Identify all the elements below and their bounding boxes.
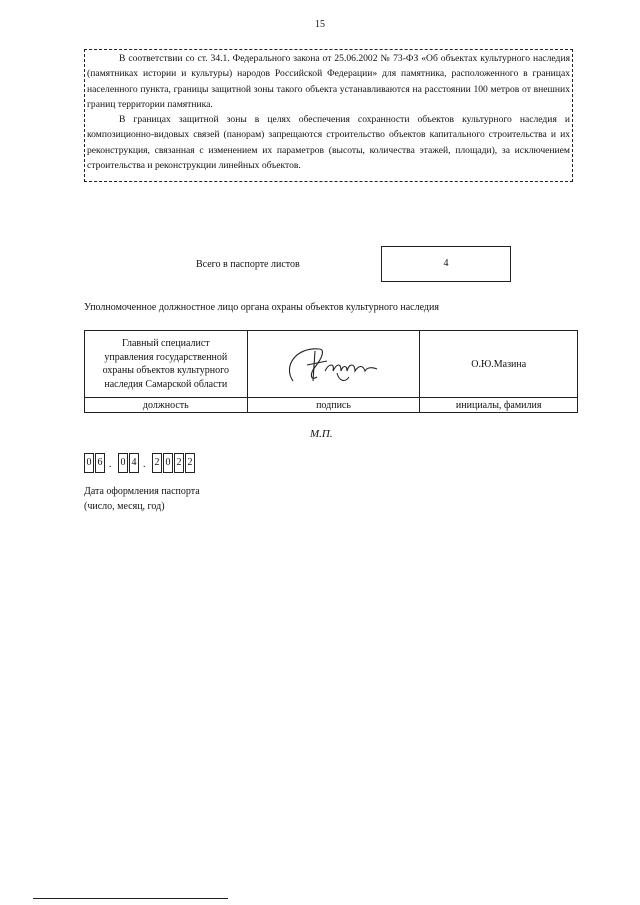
signature-caption: подпись [247, 398, 420, 413]
date-caption-line: Дата оформления паспорта [84, 486, 200, 497]
official-heading: Уполномоченное должностное лицо органа охраны объектов культурного наследия [84, 302, 439, 313]
name-cell: О.Ю.Мазина [420, 331, 578, 398]
signature-cell [247, 331, 420, 398]
date-year-digit: 2 [152, 453, 162, 473]
legal-paragraph-2: В границах защитной зоны в целях обеспечения сохранности объектов культурного наследия и композиционно-видовых связей (панорам) запрещаются строительство объектов капитального строительства и их реконструкция, связанная с изменением их параметров (высоты, количества этажей, площади), за исключением строительства и реконструкции линейных объектов. [87, 114, 570, 172]
sheets-count-label: Всего в паспорте листов [196, 259, 300, 270]
page-number: 15 [315, 19, 325, 30]
name-caption: инициалы, фамилия [420, 398, 578, 413]
handwritten-signature [279, 337, 389, 391]
date-year-digit: 0 [163, 453, 173, 473]
legal-paragraph-1: В соответствии со ст. 34.1. Федерального закона от 25.06.2002 № 73-ФЗ «Об объектах культурного наследия (памятниках истории и культуры) народов Российской Федерации» для памятника, расположенного в границах населенного пункта, границы защитной зоны такого объекта устанавливаются на расстоянии 100 метров от внешних границ территории памятника. [87, 53, 570, 110]
date-day-digit: 0 [84, 453, 94, 473]
position-caption: должность [85, 398, 248, 413]
date-day-digit: 6 [95, 453, 105, 473]
issue-date-caption [84, 484, 200, 514]
position-line: управления государственной [104, 351, 228, 363]
date-month-digit: 4 [129, 453, 139, 473]
date-year-digit: 2 [185, 453, 195, 473]
sheets-count-value: 4 [381, 246, 511, 282]
date-month-digit: 0 [118, 453, 128, 473]
date-caption-line: (число, месяц, год) [84, 501, 165, 512]
position-line: охраны объектов культурного [102, 365, 229, 376]
legal-text-box [84, 49, 573, 182]
position-line: наследия Самарской области [104, 378, 228, 390]
date-separator: . [143, 459, 146, 470]
position-cell [85, 331, 248, 398]
footnote-separator [33, 898, 228, 899]
signature-table [84, 330, 578, 413]
date-year-digit: 2 [174, 453, 184, 473]
seal-label: М.П. [310, 428, 333, 440]
position-line: Главный специалист [121, 338, 210, 349]
date-separator: . [109, 459, 112, 470]
